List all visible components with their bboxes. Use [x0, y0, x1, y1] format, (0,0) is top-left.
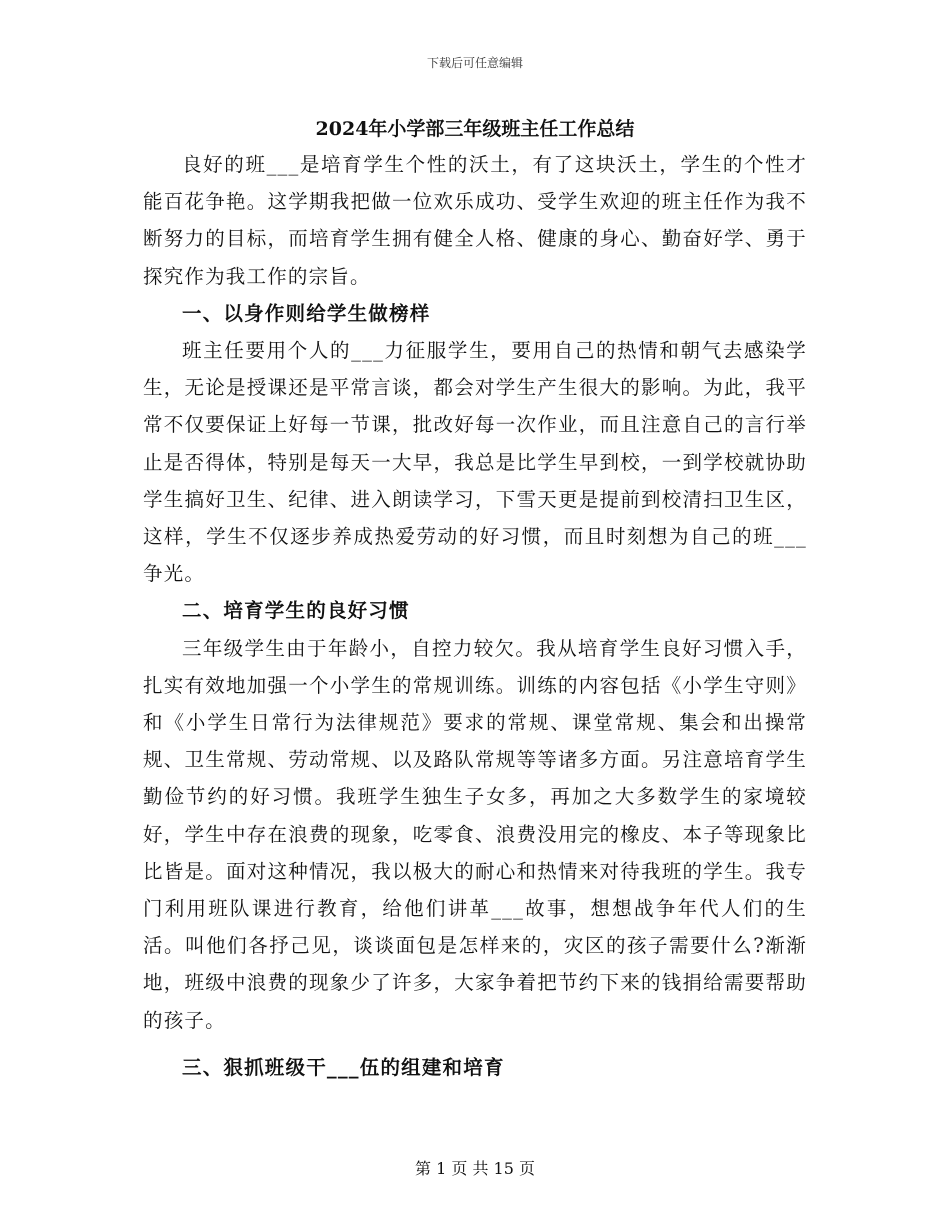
section-heading-2: 二、培育学生的良好习惯 — [182, 599, 410, 623]
page-footer: 第 1 页 共 15 页 — [415, 1159, 535, 1178]
document-body — [143, 146, 807, 1086]
section-paragraph-1: 班主任要用个人的___力征服学生，要用自己的热情和朝气去感染学生，无论是授课还是平常言谈，都会对学生产生很大的影响。为此，我平常不仅要保证上好每一节课，批改好每一次作业，而且注意自己的言行举止是否得体，特别是每天一大早，我总是比学生早到校，一到学校就协助学生搞好卫生、纪律、进入朗读学习，下雪天更是提前到校清扫卫生区，这样，学生不仅逐步养成热爱劳动的好习惯，而且时刻想为自己的班___争光。 — [143, 339, 807, 586]
section-heading-1: 一、以身作则给学生做榜样 — [182, 301, 431, 325]
section-paragraph-2: 三年级学生由于年龄小，自控力较欠。我从培育学生良好习惯入手，扎实有效地加强一个小学生的常规训练。训练的内容包括《小学生守则》和《小学生日常行为法律规范》要求的常规、课堂常规、集会和出操常规、卫生常规、劳动常规、以及路队常规等等诸多方面。另注意培育学生勤俭节约的好习惯。我班学生独生子女多，再加之大多数学生的家境较好，学生中存在浪费的现象，吃零食、浪费没用完的橡皮、本子等现象比比皆是。面对这种情况，我以极大的耐心和热情来对待我班的学生。我专门利用班队课进行教育，给他们讲革___故事，想想战争年代人们的生活。叫他们各抒己见，谈谈面包是怎样来的，灾区的孩子需要什么?渐渐地，班级中浪费的现象少了许多，大家争着把节约下来的钱捐给需要帮助的孩子。 — [143, 636, 807, 1032]
header-note: 下载后可任意编辑 — [426, 56, 523, 70]
section-heading-3: 三、狠抓班级干___伍的组建和培育 — [182, 1055, 505, 1079]
intro-paragraph: 良好的班___是培育学生个性的沃土，有了这块沃土，学生的个性才能百花争艳。这学期我把做一位欢乐成功、受学生欢迎的班主任作为我不断努力的目标，而培育学生拥有健全人格、健康的身心、勤奋好学、勇于探究作为我工作的宗旨。 — [143, 153, 807, 288]
document-title: 2024年小学部三年级班主任工作总结 — [315, 118, 635, 140]
